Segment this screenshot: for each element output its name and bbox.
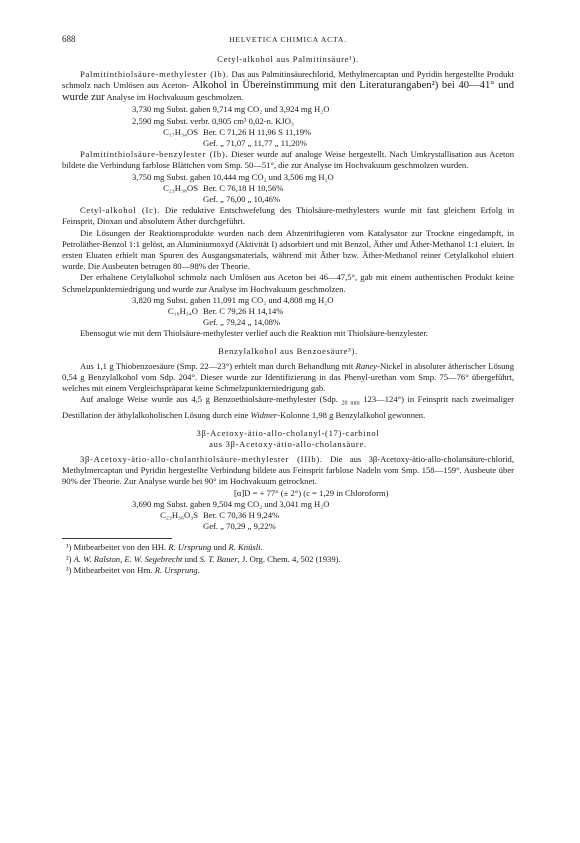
footnote-2: ²) A. W. Ralston, E. W. Segebrecht und S. T. Bauer, J. Org. Chem. 4, 502 (1939). (66, 553, 341, 564)
author-name: Widmer (250, 410, 278, 421)
footnote-3: ³) Mitbearbeitet von Hrn. R. Ursprung. (66, 564, 200, 575)
paragraph-ebensogut: Ebensogut wie mit dem Thiolsäure-methylester verlief auch die Reaktion mit Thiolsäure-benzylester. (80, 328, 428, 339)
paragraph-cetyl-alkohol: Cetyl-alkohol (Ic). Die reduktive Entschwefelung des Thiolsäure-methylesters wurde mit fast gleichem Erfolg in Feinsprit, Dioxan und absolutem Äther durchgeführt. (62, 205, 514, 227)
section-title-cetyl-alkohol: Cetyl-alkohol aus Palmitinsäure¹). (217, 54, 359, 64)
running-title: HELVETICA CHIMICA ACTA. (229, 35, 347, 44)
compound-heading: Cetyl-alkohol (Ic). (80, 205, 161, 216)
optical-rotation: [α]D = + 77° (± 2°) (c = 1,29 in Chloroform) (234, 487, 389, 498)
analysis-block: 3,730 mg Subst. gaben 9,714 mg CO₂ und 3,924 mg H₂O 2,590 mg Subst. verbr. 0,905 cm³ 0,02-n. KJO₃ C₁₇H₃₄OS Ber. C 71,26 H 11,96 S 11,19% Gef. „ 71,07 „ 11,77 „ 11,20% (132, 104, 330, 149)
paragraph-benzylester: Palmitinthiolsäure-benzylester (Ib). Dieser wurde auf analoge Weise hergestellt. Nach Umkrystallisation aus Aceton bildete die Verbindung farblose Blättchen vom Smp. 50—51°, die zur Analyse im Hochvakuum geschmolzen wurden. (62, 149, 514, 171)
section-subtitle-carbinol: aus 3β-Acetoxy-ätio-allo-cholansäure. (209, 438, 367, 449)
page (62, 34, 514, 576)
section-title-benzylalkohol: Benzylalkohol aus Benzoesäure³). (218, 345, 358, 356)
enlarged-line: Alkohol in Übereinstimmung mit den Literaturangaben²) bei 40—41° und wurde zur (62, 80, 514, 104)
compound-heading: Palmitinthiolsäure-benzylester (Ib). (80, 149, 229, 160)
author-name: Raney (355, 360, 378, 371)
paragraph-methylester: Palmitinthiolsäure-methylester (Ib). Das aus Palmitinsäurechlorid, Methylmercaptan und Pyridin hergestellte Produkt schmolz nach Umlösen aus Aceton- Alkohol in Übereinstimmung mit den Literaturangaben²) bei 40—41° und wurde zur Analyse im Hochvakuum geschmolzen. (62, 69, 514, 104)
paragraph-thiobenzoesaeure: Aus 1,1 g Thiobenzoesäure (Smp. 22—23°) erhielt man durch Behandlung mit Raney-Nickel in absoluter ätherischer Lösung 0,54 g Benzylalkohol vom Sdp. 204°. Dieser wurde zur Identifizierung in das Phenyl-urethan vom Smp. 75—76° übergeführt, welches mit einem Vergleichspräparat keine Schmelzpunkterniedrigung gab. (62, 360, 514, 394)
analysis-block: 3,750 mg Subst. gaben 10,444 mg CO₂ und 3,506 mg H₂O C₂₃H₃₈OS Ber. C 76,18 H 10,56% Gef. „ 76,00 „ 10,46% (132, 171, 334, 205)
paragraph-cholanthiolsaeure: 3β-Acetoxy-ätio-allo-cholanthiolsäure-methylester (IIIb). Die aus 3β-Acetoxy-ätio-allo-cholansäure-chlorid, Methylmercaptan und Pyridin hergestellte Verbindung bildete aus Feinsprit farblose Nadeln vom Smp. 158—159°. Ausbeute über 90% der Theorie. Zur Analyse wurde bei 90° im Hochvakuum getrocknet. (62, 454, 515, 487)
paragraph-benzoethiolsaeure: Auf analoge Weise wurde aus 4,5 g Benzoethiolsäure-methylester (Sdp. $_{20 mm}$ 123—124°) in Feinsprit nach zweimaliger Destillation der äthylalkoholischen Lösung durch eine Widmer-Kolonne 1,98 g Benzylalkohol gewonnen. (62, 394, 514, 421)
paragraph-cetylalkohol-schmolz: Der erhaltene Cetylalkohol schmolz nach Umlösen aus Aceton bei 46—47,5°, gab mit einem authentischen Produkt keine Schmelzpunkterniedrigung und wurde zur Analyse im Hochvakuum geschmolzen. (62, 272, 514, 294)
compound-heading: Palmitinthiolsäure-methylester (Ib). (80, 69, 229, 80)
analysis-block: 3,820 mg Subst. gaben 11,091 mg CO₂ und 4,808 mg H₂O C₁₆H₃₄O Ber. C 79,26 H 14,14% Gef. „ 79,24 „ 14,08% (132, 294, 334, 328)
compound-heading: 3β-Acetoxy-ätio-allo-cholanthiolsäure-methylester (IIIb). (80, 454, 323, 465)
section-title-carbinol: 3β-Acetoxy-ätio-allo-cholanyl-(17)-carbinol (196, 427, 380, 438)
page-number: 688 (62, 34, 76, 44)
page-header (62, 34, 514, 48)
paragraph-reaktionsprodukte: Die Lösungen der Reaktionsprodukte wurden nach dem Abzentrifugieren vom Katalysator zur Trockne eingedampft, in Petroläther-Benzol 1:1 gelöst, an Aluminiumoxyd (Aktivität I) adsorbiert und mit Benzol, Äther und Äther-Methanol 1:1 eluiert. In ersten Eluaten erhielt man Spuren des Ausgangsmaterials, während mit Äther bzw. Äther-Methanol reiner Cetylalkohol eluiert wurde. Die Ausbeuten betrugen 80—98% der Theorie. (62, 227, 514, 272)
analysis-block: 3,690 mg Subst. gaben 9,504 mg CO₂ und 3,041 mg H₂O C₂₃H₃₆O₃S Ber. C 70,36 H 9,24% Gef. „ 70,29 „ 9,22% (132, 498, 330, 532)
footnote-1: ¹) Mitbearbeitet von den HH. R. Ursprung und R. Knüsli. (66, 542, 263, 553)
